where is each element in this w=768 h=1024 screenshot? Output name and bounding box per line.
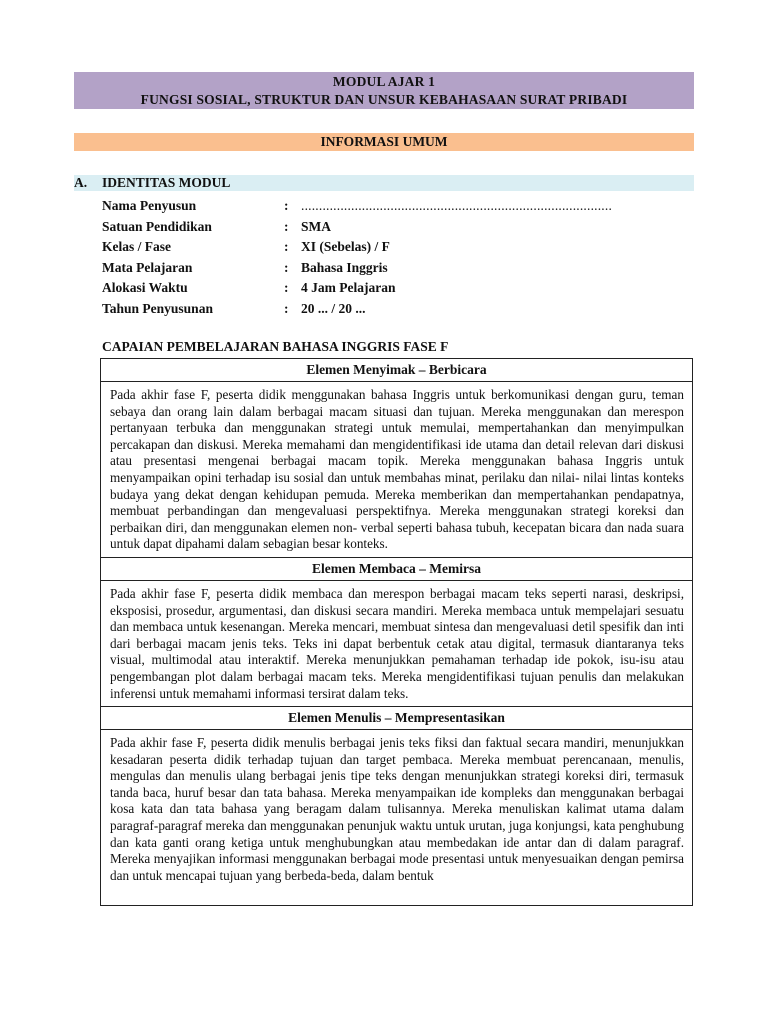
identity-colon: : <box>284 239 289 254</box>
identity-value: ....................................................................................... <box>301 198 613 213</box>
identity-value: Bahasa Inggris <box>301 259 388 275</box>
module-title: MODUL AJAR 1 <box>332 74 436 89</box>
identity-row <box>102 217 694 238</box>
identity-colon: : <box>284 198 289 213</box>
identity-row <box>102 258 694 279</box>
module-title-band <box>74 72 694 109</box>
info-header: INFORMASI UMUM <box>74 133 694 151</box>
identity-value: XI (Sebelas) / F <box>301 239 390 254</box>
capaian-title: CAPAIAN PEMBELAJARAN BAHASA INGGRIS FASE F <box>102 339 449 354</box>
element-heading: Elemen Menulis – Mempresentasikan <box>101 707 692 730</box>
identity-row <box>102 196 694 217</box>
identity-list <box>102 196 694 319</box>
identity-colon: : <box>284 280 289 295</box>
identity-row <box>102 278 694 299</box>
module-subtitle: FUNGSI SOSIAL, STRUKTUR DAN UNSUR KEBAHASAAN SURAT PRIBADI <box>140 92 628 107</box>
identity-label: Alokasi Waktu <box>102 280 188 295</box>
section-letter: A. <box>74 175 88 190</box>
identity-value: 4 Jam Pelajaran <box>301 280 396 295</box>
identity-colon: : <box>284 259 289 275</box>
capaian-table <box>100 358 693 906</box>
identity-label: Mata Pelajaran <box>102 259 193 275</box>
element-heading: Elemen Menyimak – Berbicara <box>101 359 692 382</box>
identity-colon: : <box>284 218 289 234</box>
identity-label: Satuan Pendidikan <box>102 218 212 234</box>
identity-label: Tahun Penyusunan <box>102 300 213 316</box>
identity-row <box>102 237 694 258</box>
identity-row <box>102 299 694 320</box>
element-text: Pada akhir fase F, peserta didik membaca dan merespon berbagai macam teks seperti narasi, deskripsi, eksposisi, prosedur, argumentasi, dan diskusi secara mandiri. Mereka membaca untuk mempelajari sesuatu dan membaca untuk kesenangan. Mereka mencari, membuat sintesa dan mengevaluasi detil spesifik dan inti dari berbagai macam jenis teks. Teks ini dapat berbentuk cetak atau digital, termasuk diantaranya teks visual, multimodal atau interaktif. Mereka menunjukkan pemahaman terhadap ide pokok, isu-isu atau pengembangan plot dalam berbagai macam teks. Mereka mengidentifikasi tujuan penulis dan melakukan inferensi untuk memahami informasi tersirat dalam teks. <box>101 581 692 707</box>
identity-value: 20 ... / 20 ... <box>301 300 366 316</box>
section-a-header <box>74 175 694 191</box>
identity-label: Nama Penyusun <box>102 198 197 213</box>
element-text: Pada akhir fase F, peserta didik menulis berbagai jenis teks fiksi dan faktual secara mandiri, menunjukkan kesadaran peserta didik terhadap tujuan dan target pembaca. Mereka membuat perencanaan, menulis, mengulas dan menulis ulang berbagai jenis tipe teks dengan menunjukkan strategi koreksi diri, termasuk tanda baca, huruf besar dan tata bahasa. Mereka menyampaikan ide kompleks dan menggunakan berbagai kosa kata dan tata bahasa yang beragam dalam tulisannya. Mereka menuliskan kalimat utama dalam paragraf-paragraf mereka dan menggunakan penunjuk waktu untuk urutan, juga konjungsi, kata penghubung dan kata ganti orang ketiga untuk menghubungkan atau membedakan ide antar dan di dalam paragraf. Mereka menyajikan informasi menggunakan berbagai mode presentasi untuk menyesuaikan dengan pemirsa dan untuk mencapai tujuan yang berbeda-beda, dalam bentuk <box>101 730 692 906</box>
identity-value: SMA <box>301 218 331 234</box>
identity-label: Kelas / Fase <box>102 239 171 254</box>
element-text: Pada akhir fase F, peserta didik menggunakan bahasa Inggris untuk berkomunikasi dengan guru, teman sebaya dan orang lain dalam berbagai macam situasi dan tujuan. Mereka menggunakan dan merespon pertanyaan terbuka dan menggunakan strategi untuk memulai, mempertahankan dan menyimpulkan percakapan dan diskusi. Mereka memahami dan mengidentifikasi ide utama dan detail relevan dari diskusi atau presentasi mengenai berbagai macam topik. Mereka menggunakan bahasa Inggris untuk menyampaikan opini terhadap isu sosial dan untuk membahas minat, perilaku dan nilai- nilai lintas konteks budaya yang dekat dengan kehidupan pemuda. Mereka memberikan dan mempertahankan pendapatnya, membuat perbandingan dan mengevaluasi perspektifnya. Mereka menggunakan strategi koreksi dan perbaikan diri, dan menggunakan elemen non- verbal seperti bahasa tubuh, kecepatan bicara dan nada suara untuk dapat dipahami dalam sebagian besar konteks. <box>101 382 692 558</box>
element-heading: Elemen Membaca – Memirsa <box>101 558 692 581</box>
identity-colon: : <box>284 300 289 316</box>
section-title: IDENTITAS MODUL <box>102 175 231 190</box>
